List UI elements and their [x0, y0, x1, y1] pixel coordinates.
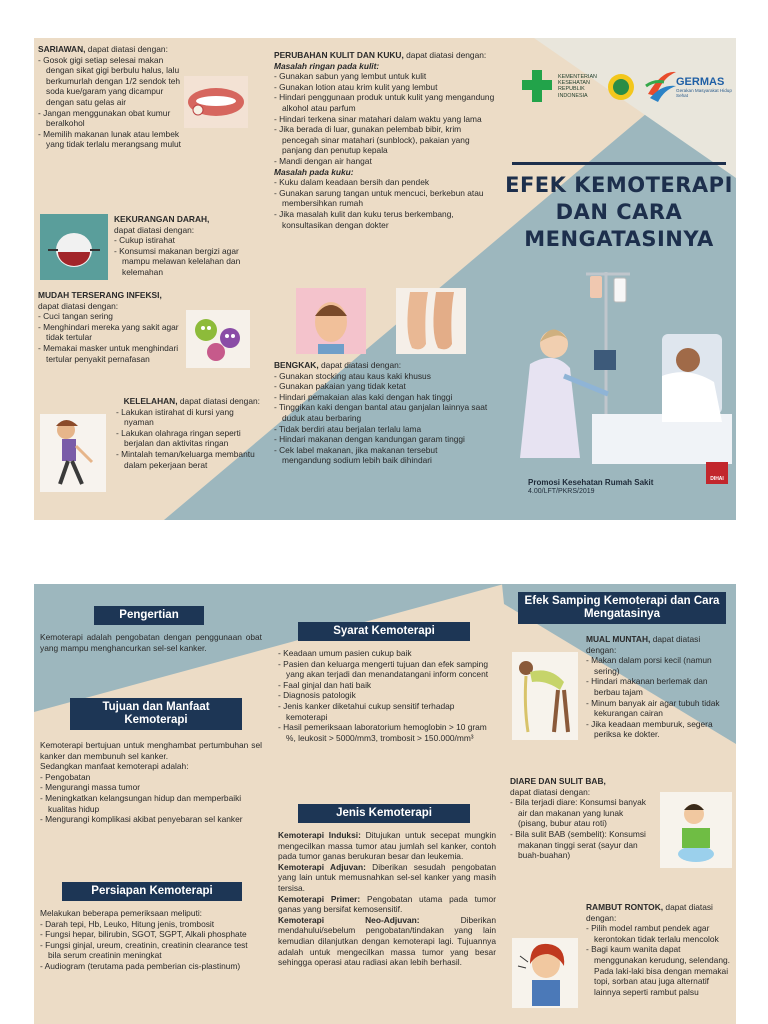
- list-item: - Cuci tangan sering: [38, 311, 182, 322]
- kekurangan-darah-list: [114, 235, 250, 277]
- list-item: - Gunakan stocking atau kaus kaki khusus: [274, 371, 488, 382]
- kekurangan-darah-section: [114, 214, 250, 278]
- bengkak-heading: BENGKAK,: [274, 360, 319, 370]
- list-item: - Darah tepi, Hb, Leuko, Hitung jenis, trombosit: [40, 919, 262, 930]
- list-item: - Minum banyak air agar tubuh tidak kekurangan cairan: [586, 698, 730, 719]
- list-item: - Jika berada di luar, gunakan pelembab bibir, krim pencegah sinar matahari (sunblock), pakaian yang panjang dan penutup kepala: [274, 124, 500, 156]
- pengertian-heading: Pengertian: [94, 606, 204, 625]
- promo-label: Promosi Kesehatan Rumah Sakit: [528, 478, 654, 487]
- face-icon: [296, 288, 366, 354]
- list-item: - Tidak berdiri atau berjalan terlalu lama: [274, 424, 488, 435]
- jenis-term: Kemoterapi Induksi:: [278, 830, 361, 840]
- germas-subtitle: Gerakan Masyarakat Hidup Sehat: [676, 88, 732, 98]
- infeksi-intro: dapat diatasi dengan:: [38, 300, 119, 311]
- title-divider: [512, 162, 726, 165]
- kulit-list: [274, 71, 500, 166]
- manfaat-list: [40, 772, 262, 825]
- toilet-person-icon: [660, 792, 732, 868]
- persiapan-intro: Melakukan beberapa pemeriksaan meliputi:: [40, 908, 203, 918]
- list-item: - Konsumsi makanan bergizi agar mampu melawan kelelahan dan kelemahan: [114, 246, 250, 278]
- rambut-intro: dapat diatasi dengan:: [586, 902, 713, 923]
- hospital-badge-label: DIHAI: [710, 476, 724, 482]
- list-item: - Fungsi ginjal, ureum, creatinin, creatinin clearance test bila serum creatinin meningkat: [40, 940, 262, 961]
- list-item: - Gosok gigi setiap selesai makan dengan sikat gigi berbulu halus, lalu berkumurlah dengan 1/2 sendok teh soda kue/garam yang dicampur dengan satu gelas air: [38, 55, 188, 108]
- list-item: - Bila sulit BAB (sembelit): Konsumsi makanan tinggi serat (sayur dan buah-buahan): [510, 829, 654, 861]
- list-item: - Tinggikan kaki dengan bantal atau ganjalan lainnya saat duduk atau berbaring: [274, 402, 488, 423]
- list-item: - Pengobatan: [40, 772, 262, 783]
- kulit-heading: PERUBAHAN KULIT DAN KUKU,: [274, 50, 404, 60]
- rambut-section: [586, 902, 730, 997]
- tujuan-section: [40, 740, 262, 825]
- cover-title-line: EFEK KEMOTERAPI: [505, 173, 733, 197]
- list-item: - Meningkatkan kelangsungan hidup dan memperbaiki kualitas hidup: [40, 793, 262, 814]
- sariawan-heading: SARIAWAN,: [38, 44, 86, 54]
- syarat-section: [278, 648, 496, 743]
- kekurangan-darah-heading: KEKURANGAN DARAH,: [114, 214, 210, 224]
- tujuan-text: Kemoterapi bertujuan untuk menghambat pertumbuhan sel kanker dan membunuh sel kanker.: [40, 740, 262, 761]
- list-item: - Hindari terkena sinar matahari dalam waktu yang lama: [274, 114, 500, 125]
- jenis-heading: Jenis Kemoterapi: [298, 804, 470, 823]
- efek-samping-heading: Efek Samping Kemoterapi dan Cara Mengatasinya: [518, 592, 726, 624]
- jenis-description: Diberikan sesudah pengobatan yang lain untuk memusnahkan sel-sel kanker yang masih tersisa.: [278, 861, 496, 893]
- list-item: - Hindari penggunaan produk untuk kulit yang mengandung alkohol atau parfum: [274, 92, 500, 113]
- kelelahan-intro: dapat diatasi dengan:: [179, 396, 260, 406]
- list-item: - Mengurangi komplikasi akibat penyebaran sel kanker: [40, 814, 262, 825]
- list-item: - Gunakan pakaian yang tidak ketat: [274, 381, 488, 392]
- kemenkes-name: KEMENTERIAN KESEHATAN REPUBLIK INDONESIA: [558, 74, 597, 99]
- infeksi-section: [38, 290, 182, 364]
- list-item: - Mengurangi massa tumor: [40, 782, 262, 793]
- list-item: - Hindari makanan berlemak dan berbau tajam: [586, 676, 730, 697]
- list-item: - Jika masalah kulit dan kuku terus berkembang, konsultasikan dengan dokter: [274, 209, 500, 230]
- hospital-logo-icon: [606, 72, 636, 102]
- diare-section: [510, 776, 654, 861]
- list-item: - Lakukan olahraga ringan seperti berjalan dan aktivitas ringan: [116, 428, 260, 449]
- list-item: - Menghindari mereka yang sakit agar tidak tertular: [38, 322, 182, 343]
- list-item: - Kuku dalam keadaan bersih dan pendek: [274, 177, 500, 188]
- list-item: - Mintalah teman/keluarga membantu dalam pekerjaan berat: [116, 449, 260, 470]
- list-item: - Audiogram (terutama pada pemberian cis-plastinum): [40, 961, 262, 972]
- kelelahan-list: [116, 407, 260, 471]
- manfaat-intro: Sedangkan manfaat kemoterapi adalah:: [40, 761, 189, 772]
- kekurangan-darah-intro: dapat diatasi dengan:: [114, 224, 195, 235]
- persiapan-list: [40, 919, 262, 972]
- mual-section: [586, 634, 730, 740]
- jenis-term: Kemoterapi Primer:: [278, 893, 361, 904]
- rambut-heading: RAMBUT RONTOK,: [586, 902, 664, 912]
- kelelahan-section: [116, 396, 260, 470]
- list-item: - Hasil pemeriksaan laboratorium hemoglobin > 10 gram %, leukosit > 5000/mm3, trombosit > 150.000/mm³: [278, 722, 496, 743]
- germs-icon: [186, 310, 250, 368]
- jenis-description: Ditujukan untuk secepat mungkin mengecilkan massa tumor atau jumlah sel kanker, contoh pada tumor ganas berukuran besar dan leukemia.: [278, 830, 497, 862]
- jenis-description: Pengobatan utama pada tumor ganas yang bersifat kemosensitif.: [278, 893, 496, 915]
- tired-person-icon: [40, 414, 106, 492]
- list-item: - Diagnosis patologik: [278, 690, 496, 701]
- infeksi-heading: MUDAH TERSERANG INFEKSI,: [38, 290, 162, 300]
- syarat-list: [278, 648, 496, 743]
- list-item: - Keadaan umum pasien cukup baik: [278, 648, 496, 659]
- sariawan-intro: dapat diatasi dengan:: [87, 44, 168, 54]
- jenis-entry: [278, 894, 496, 915]
- list-item: - Bagi kaum wanita dapat menggunakan kerudung, selendang. Pada laki-laki bisa dengan memakai topi, sorban atau juga alternatif lainnya seperti rambut palsu: [586, 944, 730, 997]
- list-item: - Hindari makanan dengan kandungan garam tinggi: [274, 434, 488, 445]
- list-item: - Faal ginjal dan hati baik: [278, 680, 496, 691]
- vomiting-person-icon: [512, 652, 578, 740]
- hospital-badge: [706, 462, 728, 484]
- list-item: - Memilih makanan lunak atau lembek yang tidak terlalu merangsang mulut: [38, 129, 188, 150]
- kulit-intro: dapat diatasi dengan:: [406, 50, 487, 60]
- germas-label: GERMAS: [676, 76, 725, 88]
- jenis-entry: [278, 830, 496, 862]
- swollen-feet-icon: [396, 288, 466, 354]
- jenis-section: [278, 830, 496, 968]
- chemotherapy-illustration-icon: [512, 264, 734, 480]
- hair-loss-person-icon: [512, 938, 578, 1008]
- mual-intro: dapat diatasi dengan:: [586, 634, 701, 655]
- kuku-list: [274, 177, 500, 230]
- jenis-entry: [278, 915, 496, 968]
- list-item: - Gunakan sabun yang lembut untuk kulit: [274, 71, 500, 82]
- list-item: - Lakukan istirahat di kursi yang nyaman: [116, 407, 260, 428]
- syarat-heading: Syarat Kemoterapi: [298, 622, 470, 641]
- infeksi-list: [38, 311, 182, 364]
- list-item: - Bila terjadi diare: Konsumsi banyak air dan makanan yang lunak (pisang, bubur atau roti): [510, 797, 654, 829]
- list-item: - Pilih model rambut pendek agar kerontokan tidak terlalu mencolok: [586, 923, 730, 944]
- list-item: - Hindari pemakaian alas kaki dengan hak tinggi: [274, 392, 488, 403]
- mouth-ulcer-icon: [184, 76, 248, 128]
- list-item: - Mandi dengan air hangat: [274, 156, 500, 167]
- list-item: - Fungsi hepar, bilirubin, SGOT, SGPT, Alkali phosphate: [40, 929, 262, 940]
- top-panel: [34, 38, 736, 520]
- cover-title: [502, 172, 736, 253]
- pengertian-text: Kemoterapi adalah pengobatan dengan penggunaan obat yang mampu menghancurkan sel-sel kanker.: [40, 632, 262, 653]
- cover-title-line: MENGATASINYA: [524, 227, 714, 251]
- persiapan-heading: Persiapan Kemoterapi: [62, 882, 242, 901]
- mual-list: [586, 655, 730, 740]
- list-item: - Jenis kanker diketahui cukup sensitif terhadap kemoterapi: [278, 701, 496, 722]
- sariawan-list: [38, 55, 188, 150]
- kelelahan-heading: KELELAHAN,: [123, 396, 178, 406]
- blood-bag-icon: [40, 214, 108, 280]
- kulit-section: [274, 50, 500, 230]
- kuku-subheading: Masalah pada kuku:: [274, 166, 354, 177]
- kulit-subheading: Masalah ringan pada kulit:: [274, 60, 380, 71]
- list-item: - Cukup istirahat: [114, 235, 250, 246]
- germas-logo-icon: [644, 68, 678, 104]
- diare-intro: dapat diatasi dengan:: [510, 786, 591, 797]
- list-item: - Cek label makanan, jika makanan tersebut mengandung sodium lebih baik dihindari: [274, 445, 488, 466]
- list-item: - Makan dalam porsi kecil (namun sering): [586, 655, 730, 676]
- kemenkes-logo-icon: [520, 68, 554, 104]
- list-item: - Gunakan lotion atau krim kulit yang lembut: [274, 82, 500, 93]
- list-item: - Jika keadaan memburuk, segera periksa ke dokter.: [586, 719, 730, 740]
- diare-list: [510, 797, 654, 861]
- jenis-term: Kemoterapi Adjuvan:: [278, 861, 366, 872]
- list-item: - Jangan menggunakan obat kumur beralkohol: [38, 108, 188, 129]
- cover-title-line: DAN CARA: [555, 200, 683, 224]
- sariawan-section: [38, 44, 188, 150]
- jenis-entry: [278, 862, 496, 894]
- diare-heading: DIARE DAN SULIT BAB,: [510, 776, 606, 786]
- list-item: - Memakai masker untuk menghindari tertular penyakit pernafasan: [38, 343, 182, 364]
- document-code: 4.00/LFT/PKRS/2019: [528, 488, 595, 495]
- jenis-term: Kemoterapi Neo-Adjuvan:: [278, 914, 420, 925]
- jenis-description: Diberikan mendahului/sebelum pengobatan/tindakan yang lain kemudian dilanjutkan dengan kemoterapi lagi. Tujuannya adalah untuk mengecilkan massa tumor yang besar sehingga operasi atau radiasi akan lebih berhasil.: [278, 914, 496, 968]
- list-item: - Pasien dan keluarga mengerti tujuan dan efek samping yang akan terjadi dan menandatangani inform concent: [278, 659, 496, 680]
- bottom-panel: [34, 584, 736, 1024]
- bengkak-section: [274, 360, 488, 466]
- rambut-list: [586, 923, 730, 997]
- bengkak-intro: dapat diatasi dengan:: [321, 360, 402, 370]
- tujuan-heading: Tujuan dan Manfaat Kemoterapi: [70, 698, 242, 730]
- persiapan-section: [40, 908, 262, 972]
- bengkak-list: [274, 371, 488, 466]
- mual-heading: MUAL MUNTAH,: [586, 634, 651, 644]
- list-item: - Gunakan sarung tangan untuk mencuci, berkebun atau membersihkan rumah: [274, 188, 500, 209]
